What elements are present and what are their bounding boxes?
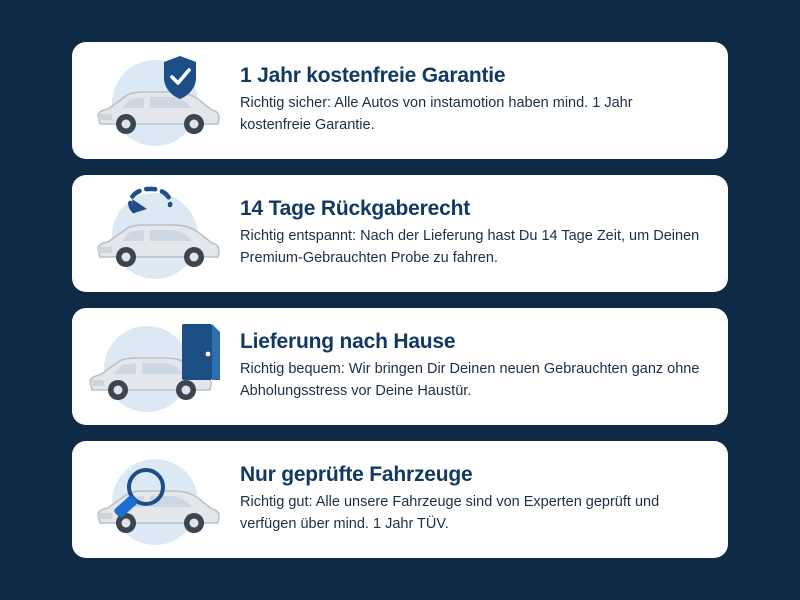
- card-title: Lieferung nach Hause: [240, 330, 456, 354]
- illustration-car-with-return-arrow: [82, 179, 232, 289]
- illustration-car-with-door: [82, 312, 232, 422]
- car-icon: [92, 217, 222, 271]
- benefit-card-return: [72, 175, 728, 292]
- return-arrow-icon: [126, 181, 182, 225]
- illustration-car-with-magnifier: [82, 445, 232, 555]
- card-body: Richtig sicher: Alle Autos von instamotion haben mind. 1 Jahr kostenfreie Garantie.: [240, 95, 633, 134]
- benefit-card-warranty: [72, 42, 728, 159]
- card-text: [232, 64, 702, 137]
- car-icon: [92, 84, 222, 138]
- magnifier-icon: [108, 465, 172, 529]
- benefit-card-inspection: [72, 441, 728, 558]
- card-title: Nur geprüfte Fahrzeuge: [240, 463, 473, 487]
- card-text: [232, 330, 702, 403]
- card-title: 14 Tage Rückgaberecht: [240, 197, 470, 221]
- shield-check-icon: [160, 54, 200, 102]
- door-icon: [178, 322, 224, 384]
- benefit-card-delivery: [72, 308, 728, 425]
- card-body: Richtig entspannt: Nach der Lieferung hast Du 14 Tage Zeit, um Deinen Premium-Gebrauchten Probe zu fahren.: [240, 228, 700, 267]
- illustration-car-with-shield: [82, 46, 232, 156]
- card-title: 1 Jahr kostenfreie Garantie: [240, 64, 506, 88]
- card-body: Richtig bequem: Wir bringen Dir Deinen neuen Gebrauchten ganz ohne Abholungsstress vor Deine Haustür.: [240, 361, 700, 400]
- card-text: [232, 197, 702, 270]
- card-body: Richtig gut: Alle unsere Fahrzeuge sind von Experten geprüft und verfügen über mind. 1 Jahr TÜV.: [240, 494, 660, 533]
- card-text: [232, 463, 702, 536]
